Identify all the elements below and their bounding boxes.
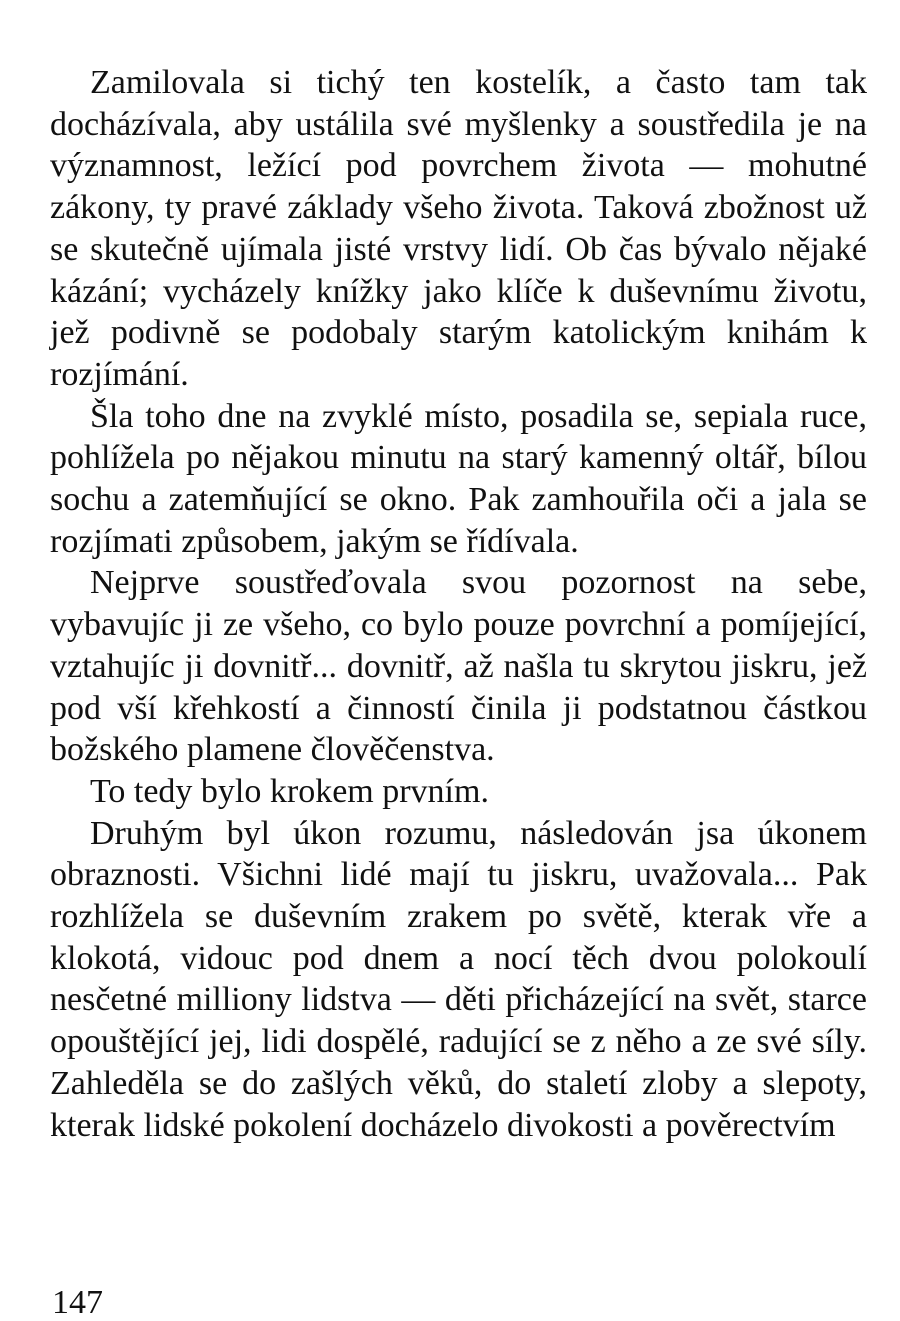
paragraph-4: To tedy bylo krokem prvním.	[90, 772, 489, 810]
book-page-text	[50, 62, 867, 1146]
paragraph-2: Šla toho dne na zvyklé místo, posadila se, sepiala ruce, pohlížela po nějakou minutu na starý kamenný oltář, bílou sochu a zatemňující se okno. Pak zamhouřila oči a jala se rozjímati způsobem, jakým se řídívala.	[50, 397, 867, 560]
paragraph-5: Druhým byl úkon rozumu, následován jsa úkonem obraznosti. Všichni lidé mají tu jiskru, uvažovala... Pak rozhlížela se duševním zrakem po světě, kterak vře a klokotá, vidouc pod dnem a nocí těch dvou polokoulí nesčetné milliony lidstva — děti přicházející na svět, starce opouštějící jej, lidi dospělé, radující se z něho a ze své síly. Zahleděla se do zašlých věků, do staletí zloby a slepoty, kterak lidské pokolení docházelo divokosti a pověrectvím	[50, 814, 867, 1144]
page-number: 147	[52, 1284, 103, 1321]
paragraph-1: Zamilovala si tichý ten kostelík, a často tam tak docházívala, aby ustálila své myšlenky a soustředila je na významnost, ležící pod povrchem života — mohutné zákony, ty pravé základy všeho života. Taková zbožnost už se skutečně ujímala jisté vrstvy lidí. Ob čas bývalo nějaké kázání; vycházely knížky jako klíče k duševnímu životu, jež podivně se podobaly starým katolickým knihám k rozjímání.	[50, 64, 867, 393]
paragraph-3: Nejprve soustřeďovala svou pozornost na sebe, vybavujíc ji ze všeho, co bylo pouze povrchní a pomíjející, vztahujíc ji dovnitř... dovnitř, až našla tu skrytou jiskru, jež pod vší křehkostí a činností činila ji podstatnou částkou božského plamene člověčenstva.	[50, 564, 867, 769]
